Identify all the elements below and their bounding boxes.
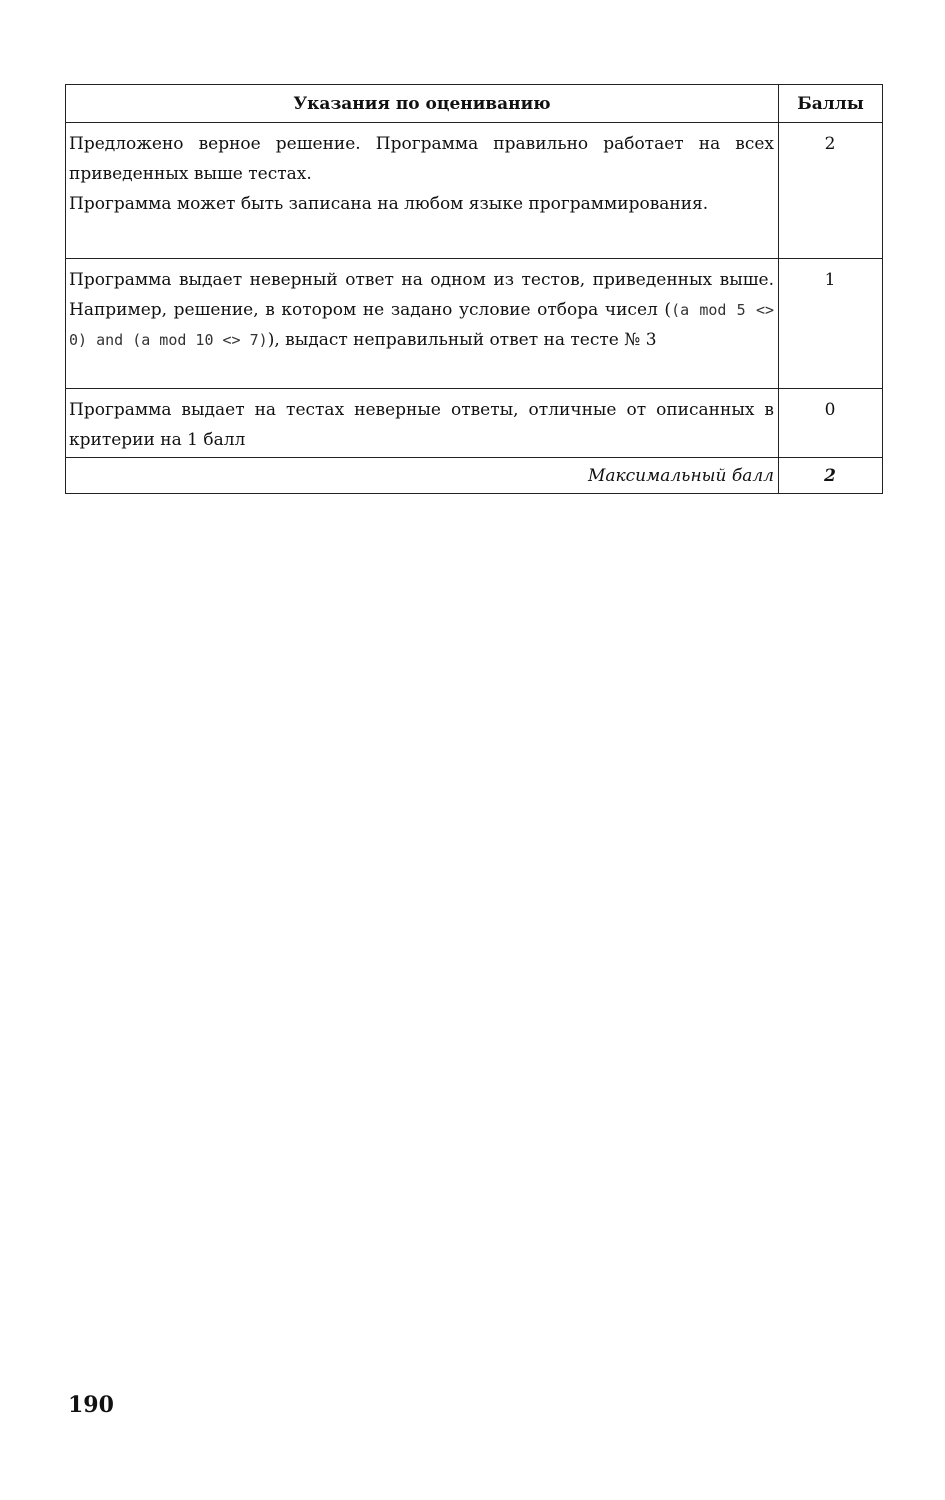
table-header-row <box>66 85 883 123</box>
criteria-cell <box>66 259 779 389</box>
criteria-text: ), выдаст неправильный ответ на тесте № 3 <box>267 330 657 350</box>
table-row <box>66 259 883 389</box>
code-snippet: (a mod 5 <> 0) and (a mod 10 <> 7) <box>69 301 775 349</box>
criteria-cell <box>66 123 779 259</box>
criteria-cell <box>66 389 779 458</box>
score-cell: 2 <box>779 123 883 259</box>
header-score: Баллы <box>779 85 883 123</box>
table-row <box>66 123 883 259</box>
table-row <box>66 389 883 458</box>
criteria-text: Программа может быть записана на любом языке программирования. <box>69 194 709 214</box>
score-cell: 0 <box>779 389 883 458</box>
criteria-text: Предложено верное решение. Программа правильно работает на всех приведенных выше тестах. <box>69 134 774 184</box>
page-number: 190 <box>68 1392 114 1418</box>
max-score-row <box>66 458 883 494</box>
header-criteria: Указания по оцениванию <box>66 85 779 123</box>
score-cell: 1 <box>779 259 883 389</box>
grading-criteria-table <box>65 84 883 494</box>
criteria-text: Программа выдает на тестах неверные ответы, отличные от описанных в критерии на 1 балл <box>69 400 774 450</box>
max-score-value: 2 <box>779 458 883 494</box>
criteria-text: Программа выдает неверный ответ на одном из тестов, приведенных выше. Например, решение, в котором не задано условие отбора чисел ( <box>69 270 774 320</box>
max-score-label: Максимальный балл <box>66 458 779 494</box>
